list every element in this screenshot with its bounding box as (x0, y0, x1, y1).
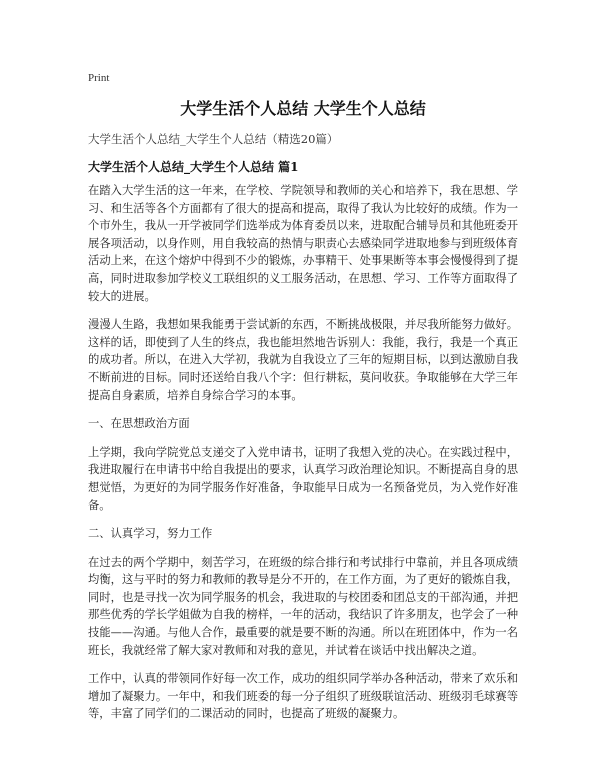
subheading-study-work: 二、认真学习，努力工作 (88, 527, 213, 541)
subheading-politics: 一、在思想政治方面 (88, 417, 190, 431)
paragraph-intro: 在踏入大学生活的这一年来，在学校、学院领导和教师的关心和培养下，我在思想、学习、和生活等各个方面都有了很大的提高和提高，取得了我认为比较好的成绩。作为一个市外生，我从一开学被同学们选举成为体育委员以来，进取配合辅导员和其他班委开展各项活动，以身作则，用自我较高的热情与职责心去感染同学进取地参与到班级体育活动上来，在这个熔炉中得到不少的锻炼，办事精干、处事果断等本事会慢慢得到了提高，同时进取参加学校义工联组织的义工服务活动，在思想、学习、工作等方面取得了较大的进展。 (88, 184, 518, 303)
paragraph-politics: 上学期，我向学院党总支递交了入党申请书，证明了我想入党的决心。在实践过程中，我进取履行在申请书中给自我提出的要求，认真学习政治理论知识。不断提高自身的思想觉悟，为更好的为同学服务作好准备，争取能早日成为一名预备党员，为入党作好准备。 (88, 445, 518, 512)
section-heading: 大学生活个人总结_大学生个人总结 篇1 (88, 160, 299, 174)
body-text (88, 182, 518, 734)
paragraph-work: 工作中，认真的带领同作好每一次工作，成功的组织同学举办各种活动，带来了欢乐和增加了凝聚力。一年中，和我们班委的每一分子组织了班级联谊活动、班级羽毛球赛等等，丰富了同学们的二课活动的同时，也提高了班级的凝聚力。 (88, 672, 518, 721)
paragraph-goals: 漫漫人生路，我想如果我能勇于尝试新的东西，不断挑战极限，并尽我所能努力做好。这样的话，即使到了人生的终点，我也能坦然地告诉别人：我能，我行，我是一个真正的成功者。所以，在进入大学初，我就为自我设立了三年的短期目标，以到达激励自我不断前进的目标。同时还送给自我八个字：但行耕耘，莫问收获。争取能够在大学三年提高自身素质，培养自身综合学习的本事。 (88, 318, 518, 402)
document-subtitle: 大学生活个人总结_大学生个人总结（精选20篇） (88, 132, 339, 146)
paragraph-study: 在过去的两个学期中，刻苦学习，在班级的综合排行和考试排行中靠前，并且各项成绩均衡，这与平时的努力和教师的教导是分不开的，在工作方面，为了更好的锻炼自我，同时，也是寻找一次为同学服务的机会，我进取的与校团委和团总支的干部沟通，并把那些优秀的学长学姐做为自我的榜样，一年的活动，我结识了许多朋友，也学会了一种技能——沟通。与他人合作，最重要的就是要不断的沟通。所以在班团体中，作为一名班长，我就经常了解大家对教师和对我的意见，并试着在谈话中找出解决之道。 (88, 555, 518, 657)
print-label: Print (88, 72, 110, 84)
document-title: 大学生活个人总结 大学生个人总结 (180, 99, 426, 118)
